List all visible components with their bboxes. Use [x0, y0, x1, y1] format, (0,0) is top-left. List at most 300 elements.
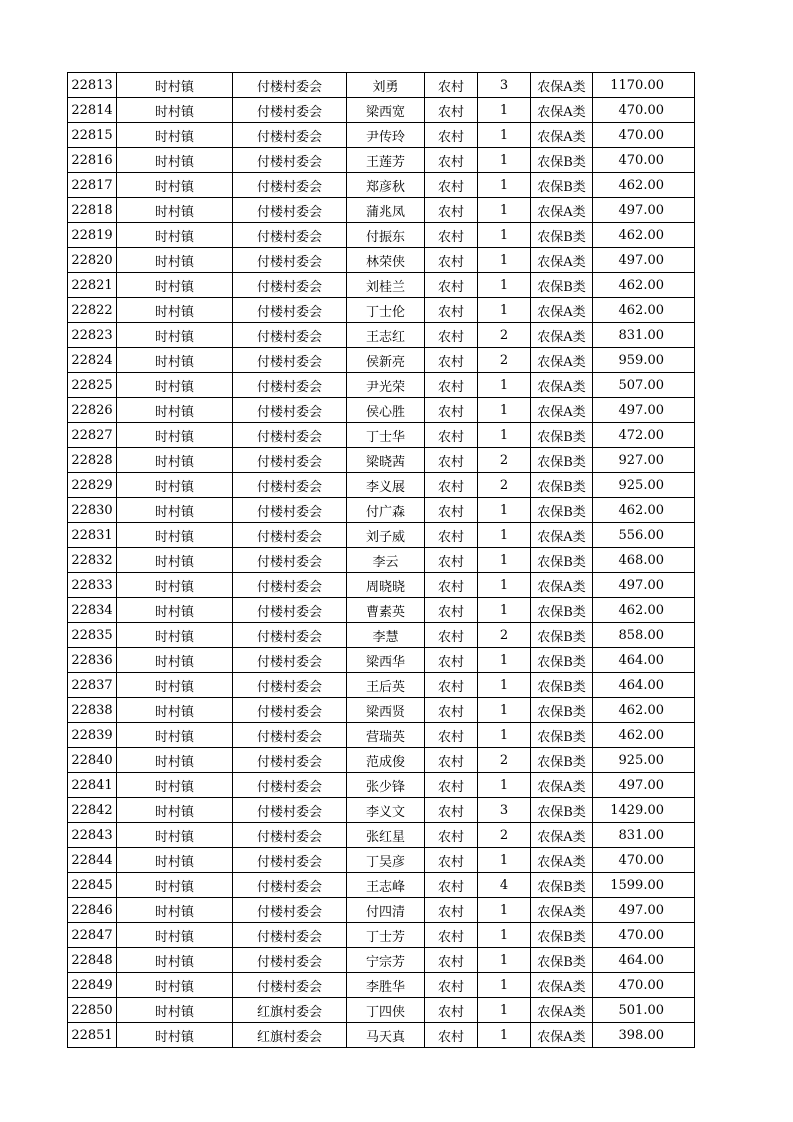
area-type-cell: 农村 — [425, 498, 478, 523]
insurance-category-cell: 农保A类 — [531, 98, 593, 123]
name-cell: 张红星 — [347, 823, 425, 848]
village-committee-cell: 付楼村委会 — [233, 623, 347, 648]
insurance-category-cell: 农保A类 — [531, 773, 593, 798]
name-cell: 周晓晓 — [347, 573, 425, 598]
area-type-cell: 农村 — [425, 998, 478, 1023]
record-id-cell: 22830 — [68, 498, 117, 523]
name-cell: 梁晓茜 — [347, 448, 425, 473]
name-cell: 林荣侠 — [347, 248, 425, 273]
village-committee-cell: 红旗村委会 — [233, 998, 347, 1023]
area-type-cell: 农村 — [425, 173, 478, 198]
area-type-cell: 农村 — [425, 73, 478, 98]
household-count-cell: 1 — [478, 373, 531, 398]
amount-cell: 497.00 — [593, 398, 695, 423]
area-type-cell: 农村 — [425, 773, 478, 798]
village-committee-cell: 付楼村委会 — [233, 923, 347, 948]
record-id-cell: 22820 — [68, 248, 117, 273]
area-type-cell: 农村 — [425, 298, 478, 323]
insurance-category-cell: 农保B类 — [531, 273, 593, 298]
area-type-cell: 农村 — [425, 423, 478, 448]
area-type-cell: 农村 — [425, 848, 478, 873]
household-count-cell: 4 — [478, 873, 531, 898]
amount-cell: 470.00 — [593, 848, 695, 873]
town-cell: 时村镇 — [117, 573, 233, 598]
name-cell: 马天真 — [347, 1023, 425, 1048]
table-row — [68, 248, 695, 273]
name-cell: 范成俊 — [347, 748, 425, 773]
insurance-category-cell: 农保A类 — [531, 1023, 593, 1048]
household-count-cell: 1 — [478, 1023, 531, 1048]
area-type-cell: 农村 — [425, 898, 478, 923]
town-cell: 时村镇 — [117, 623, 233, 648]
amount-cell: 464.00 — [593, 648, 695, 673]
insurance-category-cell: 农保A类 — [531, 573, 593, 598]
table-row — [68, 423, 695, 448]
town-cell: 时村镇 — [117, 773, 233, 798]
area-type-cell: 农村 — [425, 623, 478, 648]
town-cell: 时村镇 — [117, 798, 233, 823]
town-cell: 时村镇 — [117, 898, 233, 923]
household-count-cell: 1 — [478, 898, 531, 923]
town-cell: 时村镇 — [117, 973, 233, 998]
amount-cell: 959.00 — [593, 348, 695, 373]
table-row — [68, 348, 695, 373]
name-cell: 尹光荣 — [347, 373, 425, 398]
household-count-cell: 1 — [478, 573, 531, 598]
table-row — [68, 898, 695, 923]
amount-cell: 470.00 — [593, 148, 695, 173]
insurance-category-cell: 农保B类 — [531, 548, 593, 573]
record-id-cell: 22828 — [68, 448, 117, 473]
area-type-cell: 农村 — [425, 373, 478, 398]
name-cell: 李胜华 — [347, 973, 425, 998]
table-row — [68, 698, 695, 723]
name-cell: 丁士芳 — [347, 923, 425, 948]
amount-cell: 497.00 — [593, 898, 695, 923]
amount-cell: 497.00 — [593, 573, 695, 598]
village-committee-cell: 付楼村委会 — [233, 148, 347, 173]
table-row — [68, 948, 695, 973]
village-committee-cell: 付楼村委会 — [233, 473, 347, 498]
village-committee-cell: 付楼村委会 — [233, 123, 347, 148]
household-count-cell: 1 — [478, 298, 531, 323]
name-cell: 郑彦秋 — [347, 173, 425, 198]
record-id-cell: 22813 — [68, 73, 117, 98]
household-count-cell: 1 — [478, 723, 531, 748]
table-row — [68, 148, 695, 173]
town-cell: 时村镇 — [117, 448, 233, 473]
name-cell: 李慧 — [347, 623, 425, 648]
area-type-cell: 农村 — [425, 98, 478, 123]
amount-cell: 470.00 — [593, 123, 695, 148]
record-id-cell: 22839 — [68, 723, 117, 748]
insurance-category-cell: 农保B类 — [531, 623, 593, 648]
name-cell: 刘桂兰 — [347, 273, 425, 298]
amount-cell: 497.00 — [593, 773, 695, 798]
household-count-cell: 2 — [478, 473, 531, 498]
household-count-cell: 1 — [478, 773, 531, 798]
record-id-cell: 22823 — [68, 323, 117, 348]
table-row — [68, 123, 695, 148]
name-cell: 宁宗芳 — [347, 948, 425, 973]
insurance-category-cell: 农保A类 — [531, 198, 593, 223]
name-cell: 梁西贤 — [347, 698, 425, 723]
roster-table — [67, 72, 695, 1048]
table-row — [68, 748, 695, 773]
village-committee-cell: 付楼村委会 — [233, 673, 347, 698]
town-cell: 时村镇 — [117, 648, 233, 673]
record-id-cell: 22835 — [68, 623, 117, 648]
village-committee-cell: 付楼村委会 — [233, 873, 347, 898]
table-row — [68, 398, 695, 423]
household-count-cell: 1 — [478, 973, 531, 998]
amount-cell: 470.00 — [593, 98, 695, 123]
household-count-cell: 1 — [478, 923, 531, 948]
amount-cell: 497.00 — [593, 198, 695, 223]
name-cell: 付振东 — [347, 223, 425, 248]
insurance-category-cell: 农保A类 — [531, 348, 593, 373]
record-id-cell: 22847 — [68, 923, 117, 948]
table-row — [68, 923, 695, 948]
village-committee-cell: 付楼村委会 — [233, 398, 347, 423]
village-committee-cell: 付楼村委会 — [233, 798, 347, 823]
name-cell: 丁四侠 — [347, 998, 425, 1023]
name-cell: 李义展 — [347, 473, 425, 498]
record-id-cell: 22814 — [68, 98, 117, 123]
insurance-category-cell: 农保B类 — [531, 598, 593, 623]
village-committee-cell: 付楼村委会 — [233, 723, 347, 748]
name-cell: 刘子威 — [347, 523, 425, 548]
village-committee-cell: 付楼村委会 — [233, 373, 347, 398]
record-id-cell: 22832 — [68, 548, 117, 573]
amount-cell: 1170.00 — [593, 73, 695, 98]
area-type-cell: 农村 — [425, 598, 478, 623]
record-id-cell: 22831 — [68, 523, 117, 548]
area-type-cell: 农村 — [425, 123, 478, 148]
village-committee-cell: 付楼村委会 — [233, 823, 347, 848]
insurance-category-cell: 农保B类 — [531, 698, 593, 723]
area-type-cell: 农村 — [425, 823, 478, 848]
record-id-cell: 22851 — [68, 1023, 117, 1048]
village-committee-cell: 付楼村委会 — [233, 848, 347, 873]
amount-cell: 925.00 — [593, 473, 695, 498]
name-cell: 营瑞英 — [347, 723, 425, 748]
town-cell: 时村镇 — [117, 98, 233, 123]
record-id-cell: 22817 — [68, 173, 117, 198]
village-committee-cell: 付楼村委会 — [233, 973, 347, 998]
record-id-cell: 22850 — [68, 998, 117, 1023]
household-count-cell: 1 — [478, 398, 531, 423]
area-type-cell: 农村 — [425, 448, 478, 473]
table-row — [68, 623, 695, 648]
village-committee-cell: 付楼村委会 — [233, 573, 347, 598]
table-row — [68, 973, 695, 998]
town-cell: 时村镇 — [117, 923, 233, 948]
name-cell: 张少锋 — [347, 773, 425, 798]
village-committee-cell: 付楼村委会 — [233, 748, 347, 773]
area-type-cell: 农村 — [425, 873, 478, 898]
area-type-cell: 农村 — [425, 273, 478, 298]
town-cell: 时村镇 — [117, 948, 233, 973]
insurance-category-cell: 农保B类 — [531, 223, 593, 248]
table-row — [68, 873, 695, 898]
town-cell: 时村镇 — [117, 548, 233, 573]
record-id-cell: 22827 — [68, 423, 117, 448]
amount-cell: 398.00 — [593, 1023, 695, 1048]
town-cell: 时村镇 — [117, 473, 233, 498]
amount-cell: 462.00 — [593, 298, 695, 323]
village-committee-cell: 付楼村委会 — [233, 498, 347, 523]
amount-cell: 464.00 — [593, 948, 695, 973]
table-row — [68, 498, 695, 523]
name-cell: 王莲芳 — [347, 148, 425, 173]
amount-cell: 925.00 — [593, 748, 695, 773]
village-committee-cell: 付楼村委会 — [233, 898, 347, 923]
insurance-category-cell: 农保B类 — [531, 798, 593, 823]
insurance-category-cell: 农保A类 — [531, 973, 593, 998]
amount-cell: 462.00 — [593, 698, 695, 723]
household-count-cell: 1 — [478, 698, 531, 723]
record-id-cell: 22829 — [68, 473, 117, 498]
area-type-cell: 农村 — [425, 973, 478, 998]
area-type-cell: 农村 — [425, 748, 478, 773]
insurance-category-cell: 农保A类 — [531, 998, 593, 1023]
insurance-category-cell: 农保A类 — [531, 323, 593, 348]
household-count-cell: 1 — [478, 848, 531, 873]
town-cell: 时村镇 — [117, 323, 233, 348]
name-cell: 曹素英 — [347, 598, 425, 623]
table-row — [68, 823, 695, 848]
area-type-cell: 农村 — [425, 723, 478, 748]
record-id-cell: 22818 — [68, 198, 117, 223]
amount-cell: 464.00 — [593, 673, 695, 698]
name-cell: 刘勇 — [347, 73, 425, 98]
town-cell: 时村镇 — [117, 873, 233, 898]
table-row — [68, 523, 695, 548]
table-row — [68, 448, 695, 473]
area-type-cell: 农村 — [425, 573, 478, 598]
town-cell: 时村镇 — [117, 73, 233, 98]
amount-cell: 927.00 — [593, 448, 695, 473]
table-row — [68, 373, 695, 398]
household-count-cell: 1 — [478, 98, 531, 123]
village-committee-cell: 付楼村委会 — [233, 648, 347, 673]
amount-cell: 468.00 — [593, 548, 695, 573]
household-count-cell: 1 — [478, 123, 531, 148]
insurance-category-cell: 农保A类 — [531, 73, 593, 98]
amount-cell: 462.00 — [593, 598, 695, 623]
town-cell: 时村镇 — [117, 248, 233, 273]
household-count-cell: 2 — [478, 623, 531, 648]
table-row — [68, 648, 695, 673]
household-count-cell: 1 — [478, 673, 531, 698]
area-type-cell: 农村 — [425, 1023, 478, 1048]
town-cell: 时村镇 — [117, 423, 233, 448]
village-committee-cell: 付楼村委会 — [233, 548, 347, 573]
table-row — [68, 223, 695, 248]
name-cell: 蒲兆凤 — [347, 198, 425, 223]
table-row — [68, 323, 695, 348]
table-row — [68, 573, 695, 598]
area-type-cell: 农村 — [425, 323, 478, 348]
village-committee-cell: 付楼村委会 — [233, 273, 347, 298]
household-count-cell: 1 — [478, 223, 531, 248]
insurance-category-cell: 农保B类 — [531, 748, 593, 773]
town-cell: 时村镇 — [117, 123, 233, 148]
record-id-cell: 22822 — [68, 298, 117, 323]
insurance-category-cell: 农保A类 — [531, 123, 593, 148]
table-row — [68, 798, 695, 823]
town-cell: 时村镇 — [117, 598, 233, 623]
record-id-cell: 22834 — [68, 598, 117, 623]
insurance-category-cell: 农保A类 — [531, 898, 593, 923]
village-committee-cell: 付楼村委会 — [233, 523, 347, 548]
household-count-cell: 2 — [478, 748, 531, 773]
amount-cell: 831.00 — [593, 323, 695, 348]
household-count-cell: 1 — [478, 648, 531, 673]
table-row — [68, 473, 695, 498]
record-id-cell: 22846 — [68, 898, 117, 923]
record-id-cell: 22848 — [68, 948, 117, 973]
area-type-cell: 农村 — [425, 148, 478, 173]
village-committee-cell: 付楼村委会 — [233, 598, 347, 623]
area-type-cell: 农村 — [425, 798, 478, 823]
area-type-cell: 农村 — [425, 948, 478, 973]
insurance-category-cell: 农保B类 — [531, 423, 593, 448]
village-committee-cell: 付楼村委会 — [233, 698, 347, 723]
town-cell: 时村镇 — [117, 198, 233, 223]
household-count-cell: 1 — [478, 173, 531, 198]
table-row — [68, 598, 695, 623]
town-cell: 时村镇 — [117, 173, 233, 198]
village-committee-cell: 付楼村委会 — [233, 323, 347, 348]
table-row — [68, 73, 695, 98]
area-type-cell: 农村 — [425, 923, 478, 948]
area-type-cell: 农村 — [425, 673, 478, 698]
record-id-cell: 22824 — [68, 348, 117, 373]
area-type-cell: 农村 — [425, 548, 478, 573]
insurance-category-cell: 农保A类 — [531, 298, 593, 323]
household-count-cell: 2 — [478, 448, 531, 473]
household-count-cell: 1 — [478, 598, 531, 623]
amount-cell: 462.00 — [593, 723, 695, 748]
household-count-cell: 1 — [478, 248, 531, 273]
village-committee-cell: 付楼村委会 — [233, 948, 347, 973]
insurance-category-cell: 农保B类 — [531, 498, 593, 523]
name-cell: 付广森 — [347, 498, 425, 523]
village-committee-cell: 付楼村委会 — [233, 173, 347, 198]
record-id-cell: 22838 — [68, 698, 117, 723]
record-id-cell: 22840 — [68, 748, 117, 773]
record-id-cell: 22841 — [68, 773, 117, 798]
table-row — [68, 848, 695, 873]
record-id-cell: 22825 — [68, 373, 117, 398]
table-row — [68, 298, 695, 323]
table-row — [68, 98, 695, 123]
village-committee-cell: 红旗村委会 — [233, 1023, 347, 1048]
town-cell: 时村镇 — [117, 398, 233, 423]
amount-cell: 858.00 — [593, 623, 695, 648]
amount-cell: 470.00 — [593, 923, 695, 948]
table-row — [68, 723, 695, 748]
insurance-category-cell: 农保B类 — [531, 723, 593, 748]
name-cell: 丁士伦 — [347, 298, 425, 323]
village-committee-cell: 付楼村委会 — [233, 298, 347, 323]
village-committee-cell: 付楼村委会 — [233, 98, 347, 123]
record-id-cell: 22816 — [68, 148, 117, 173]
insurance-category-cell: 农保A类 — [531, 848, 593, 873]
household-count-cell: 2 — [478, 323, 531, 348]
village-committee-cell: 付楼村委会 — [233, 248, 347, 273]
area-type-cell: 农村 — [425, 348, 478, 373]
table-row — [68, 173, 695, 198]
village-committee-cell: 付楼村委会 — [233, 423, 347, 448]
town-cell: 时村镇 — [117, 673, 233, 698]
table-row — [68, 673, 695, 698]
area-type-cell: 农村 — [425, 648, 478, 673]
roster-body — [68, 73, 695, 1048]
town-cell: 时村镇 — [117, 223, 233, 248]
household-count-cell: 1 — [478, 498, 531, 523]
household-count-cell: 1 — [478, 948, 531, 973]
town-cell: 时村镇 — [117, 498, 233, 523]
household-count-cell: 2 — [478, 823, 531, 848]
area-type-cell: 农村 — [425, 698, 478, 723]
area-type-cell: 农村 — [425, 398, 478, 423]
table-row — [68, 773, 695, 798]
name-cell: 丁吴彦 — [347, 848, 425, 873]
name-cell: 丁士华 — [347, 423, 425, 448]
name-cell: 侯心胜 — [347, 398, 425, 423]
insurance-category-cell: 农保B类 — [531, 448, 593, 473]
record-id-cell: 22843 — [68, 823, 117, 848]
village-committee-cell: 付楼村委会 — [233, 348, 347, 373]
record-id-cell: 22815 — [68, 123, 117, 148]
village-committee-cell: 付楼村委会 — [233, 73, 347, 98]
name-cell: 李义文 — [347, 798, 425, 823]
name-cell: 王志峰 — [347, 873, 425, 898]
insurance-category-cell: 农保A类 — [531, 398, 593, 423]
household-count-cell: 1 — [478, 148, 531, 173]
name-cell: 侯新亮 — [347, 348, 425, 373]
household-count-cell: 2 — [478, 348, 531, 373]
amount-cell: 497.00 — [593, 248, 695, 273]
record-id-cell: 22833 — [68, 573, 117, 598]
name-cell: 王志红 — [347, 323, 425, 348]
amount-cell: 470.00 — [593, 973, 695, 998]
town-cell: 时村镇 — [117, 1023, 233, 1048]
area-type-cell: 农村 — [425, 523, 478, 548]
insurance-category-cell: 农保A类 — [531, 248, 593, 273]
amount-cell: 462.00 — [593, 223, 695, 248]
record-id-cell: 22819 — [68, 223, 117, 248]
name-cell: 尹传玲 — [347, 123, 425, 148]
town-cell: 时村镇 — [117, 723, 233, 748]
insurance-category-cell: 农保A类 — [531, 373, 593, 398]
name-cell: 李云 — [347, 548, 425, 573]
village-committee-cell: 付楼村委会 — [233, 773, 347, 798]
household-count-cell: 1 — [478, 523, 531, 548]
town-cell: 时村镇 — [117, 348, 233, 373]
name-cell: 梁西华 — [347, 648, 425, 673]
record-id-cell: 22849 — [68, 973, 117, 998]
town-cell: 时村镇 — [117, 148, 233, 173]
town-cell: 时村镇 — [117, 823, 233, 848]
household-count-cell: 1 — [478, 273, 531, 298]
village-committee-cell: 付楼村委会 — [233, 223, 347, 248]
record-id-cell: 22836 — [68, 648, 117, 673]
amount-cell: 556.00 — [593, 523, 695, 548]
